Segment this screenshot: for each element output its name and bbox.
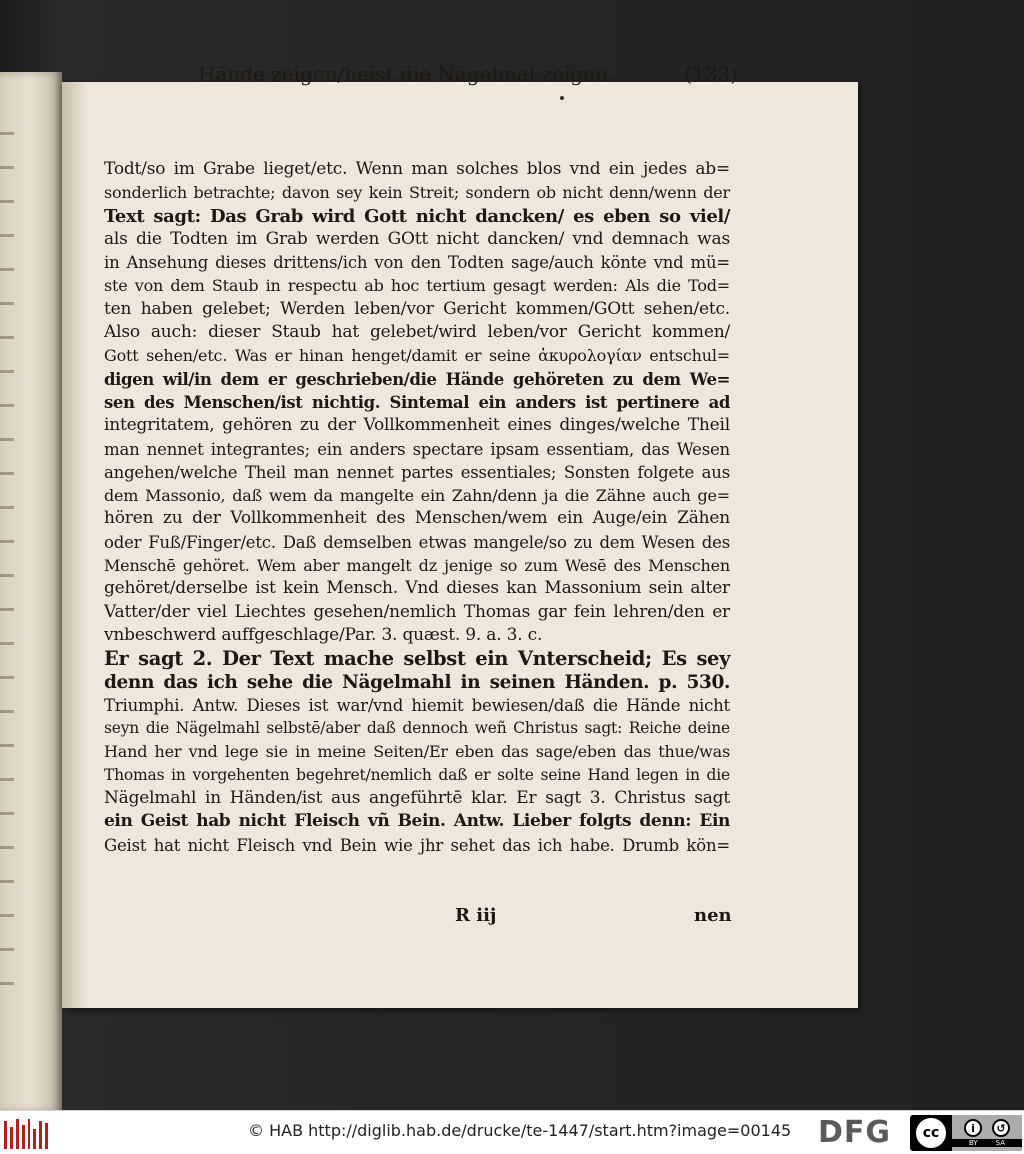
text-line: Also auch: dieser Staub hat gelebet/wird leben/vor Gericht kommen/: [104, 322, 730, 343]
facing-page-text-fragments: [0, 112, 14, 1012]
text-line: Text sagt: Das Grab wird Gott nicht dancken/ es eben so viel/: [104, 205, 730, 227]
cc-license-badge[interactable]: [910, 1115, 1022, 1151]
text-line: angehen/welche Theil man nennet partes essentiales; Sonsten folgete aus: [104, 462, 730, 482]
text-line: gehöret/derselbe ist kein Mensch. Vnd dieses kan Massonium sein alter: [104, 578, 730, 599]
running-header: [198, 62, 738, 86]
text-line: vnbeschwerd auffgeschlage/Par. 3. quæst. 9. a. 3. c.: [104, 624, 543, 645]
text-line: integritatem, gehören zu der Vollkommenheit eines dinges/welche Theil: [104, 415, 730, 436]
running-head: Hände zeigen/heist die Nägelmal zeigen.: [198, 62, 615, 86]
dfg-logo: DFG: [818, 1115, 892, 1150]
text-line: denn das ich sehe die Nägelmahl in seinen Händen. p. 530.: [104, 671, 730, 693]
text-line: Hand her vnd lege sie in meine Seiten/Er eben das sage/eben das thue/was: [104, 742, 730, 762]
sa-label: SA: [995, 1139, 1006, 1147]
text-line: oder Fuß/Finger/etc. Daß demselben etwas mangele/so zu dem Wesen des: [104, 532, 730, 552]
text-line: ein Geist hab nicht Fleisch vñ Bein. Antw. Lieber folgts denn: Ein: [104, 811, 730, 832]
text-line: sen des Menschen/ist nichtig. Sintemal ein anders ist pertinere ad: [104, 392, 730, 412]
source-link[interactable]: © HAB http://diglib.hab.de/drucke/te-1447/start.htm?image=00145: [248, 1121, 792, 1140]
signature-mark: R iij: [455, 905, 497, 926]
text-line: Menschē gehöret. Wem aber mangelt dz jenige so zum Wesē des Menschen: [104, 556, 730, 576]
text-line: seyn die Nägelmahl selbstē/aber daß dennoch weñ Christus sagt: Reiche deine: [104, 719, 730, 738]
text-line: Nägelmahl in Händen/ist aus angeführtē klar. Er sagt 3. Christus sagt: [104, 788, 730, 809]
by-label: BY: [968, 1139, 978, 1147]
text-line: ste von dem Staub in respectu ab hoc tertium gesagt werden: Als die Tod=: [104, 276, 730, 296]
facing-page-edge: [0, 72, 62, 1112]
text-line: Vatter/der viel Liechtes gesehen/nemlich Thomas gar fein lehren/den er: [104, 601, 730, 622]
page-number: (133): [684, 62, 738, 86]
share-alike-icon: ↺: [992, 1119, 1010, 1137]
text-line: als die Todten im Grab werden GOtt nicht dancken/ vnd demnach was: [104, 228, 730, 249]
text-line: hören zu der Vollkommenheit des Menschen/wem ein Auge/ein Zähen: [104, 508, 730, 529]
text-line: dem Massonio, daß wem da mangelte ein Zahn/denn ja die Zähne auch ge=: [104, 486, 730, 506]
footer-bar: [0, 1110, 1024, 1154]
text-line: in Ansehung dieses drittens/ich von den Todten sage/auch könte vnd mü=: [104, 253, 730, 273]
hab-logo-icon: [4, 1117, 48, 1149]
ink-spot: [560, 96, 564, 100]
text-line: Geist hat nicht Fleisch vnd Bein wie jhr sehet das ich habe. Drumb kön=: [104, 835, 730, 855]
text-line: Todt/so im Grabe lieget/etc. Wenn man solches blos vnd ein jedes ab=: [104, 159, 730, 179]
text-line: Gott sehen/etc. Was er hinan henget/damit er seine ἀκυρολογίαν entschul=: [104, 346, 730, 366]
catchword: nen: [694, 905, 732, 926]
text-line: Er sagt 2. Der Text mache selbst ein Vnterscheid; Es sey: [104, 647, 730, 671]
cc-icon: cc: [914, 1116, 948, 1150]
text-line: digen wil/in dem er geschrieben/die Hände gehöreten zu dem We=: [104, 369, 730, 389]
body-text: [104, 158, 794, 857]
attribution-icon: i: [964, 1119, 982, 1137]
text-line: Thomas in vorgehenten begehret/nemlich daß er solte seine Hand legen in die: [104, 765, 730, 784]
text-line: sonderlich betrachte; davon sey kein Streit; sondern ob nicht denn/wenn der: [104, 183, 730, 203]
text-line: man nennet integrantes; ein anders spectare ipsam essentiam, das Wesen: [104, 439, 730, 459]
text-line: Triumphi. Antw. Dieses ist war/vnd hiemit bewiesen/daß die Hände nicht: [104, 695, 730, 715]
text-line: ten haben gelebet; Werden leben/vor Gericht kommen/GOtt sehen/etc.: [104, 298, 730, 319]
